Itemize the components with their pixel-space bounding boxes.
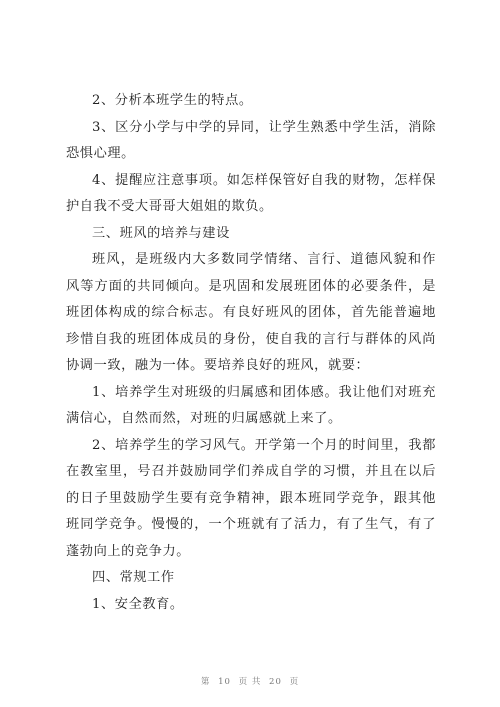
paragraph-belonging: 1、培养学生对班级的归属感和团体感。我让他们对班充满信心，自然而然，对班的归属感就上来了。 — [66, 384, 436, 426]
paragraph-study-atmosphere: 2、培养学生的学习风气。开学第一个月的时间里，我都在教室里，号召并鼓励同学们养成自学的习惯，并且在以后的日子里鼓励学生要有竞争精神，跟本班同学竞争，跟其他班同学竞争。慢慢的，一个班就有了活力，有了生气，有了蓬勃向上的竞争力。 — [66, 437, 436, 559]
footer-suffix: 页 — [289, 677, 300, 687]
footer-prefix: 第 — [200, 677, 211, 687]
footer-current-page: 10 — [218, 677, 231, 687]
document-body — [66, 88, 436, 618]
section-heading-class-style: 三、班风的培养与建设 — [92, 225, 230, 241]
section-heading-routine-work: 四、常规工作 — [92, 570, 175, 585]
paragraph-safety-education: 1、安全教育。 — [92, 596, 184, 612]
page-footer — [0, 675, 500, 687]
paragraph-item-2: 2、分析本班学生的特点。 — [92, 93, 253, 108]
footer-middle: 页 共 — [238, 677, 262, 687]
paragraph-item-4: 4、提醒应注意事项。如怎样保管好自我的财物，怎样保护自我不受大哥哥大姐姐的欺负。 — [66, 172, 436, 214]
footer-total-pages: 20 — [269, 677, 282, 687]
paragraph-item-3: 3、区分小学与中学的异同，让学生熟悉中学生活，消除恐惧心理。 — [66, 119, 436, 161]
paragraph-class-style-intro: 班风，是班级内大多数同学情绪、言行、道德风貌和作风等方面的共同倾向。是巩固和发展班团体的必要条件，是班团体构成的综合标志。有良好班风的团体，首先能普遍地珍惜自我的班团体成员的身份，使自我的言行与群体的风尚协调一致，融为一体。要培养良好的班风，就要： — [66, 252, 436, 373]
